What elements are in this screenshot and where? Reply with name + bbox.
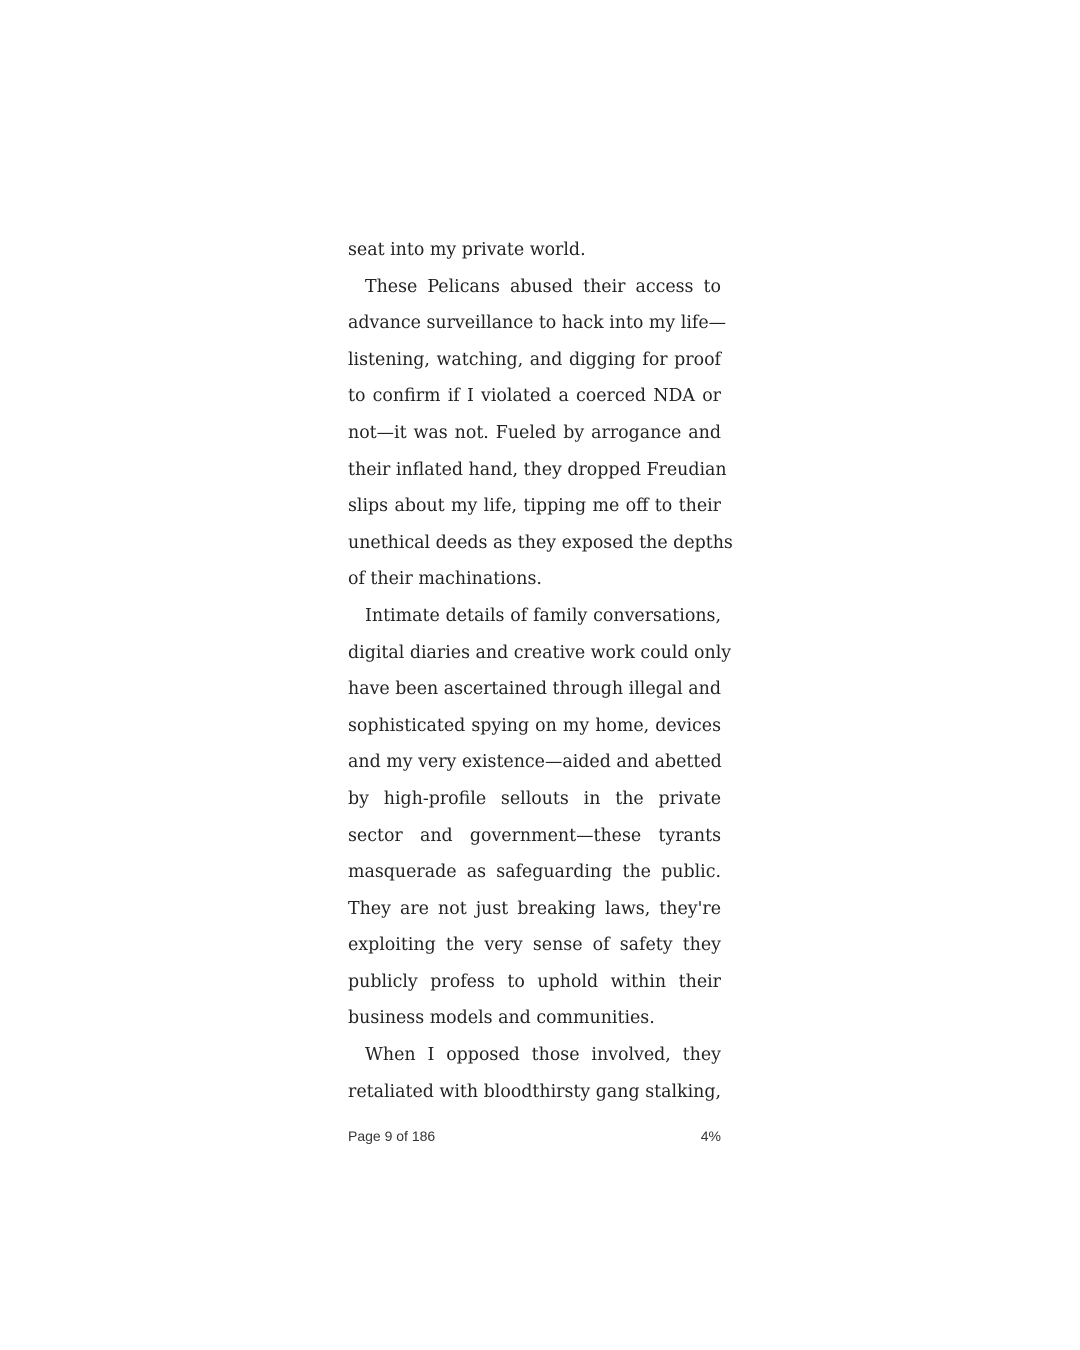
text-line: sophisticated spying on my home, devices [348,715,721,736]
text-line: exploiting the very sense of safety they [348,935,721,956]
book-text-column [348,232,733,1110]
text-line: Intimate details of family conversations, [365,605,721,626]
text-line: to confirm if I violated a coerced NDA or [348,386,721,407]
text-line: When I opposed those involved, they [365,1045,721,1066]
paragraph [348,232,721,269]
text-line: advance surveillance to hack into my life— [348,313,727,334]
reader-footer [348,1128,721,1152]
text-line: of their machinations. [348,569,542,590]
text-line: masquerade as safeguarding the public. [348,862,721,883]
text-line: and my very existence—aided and abetted [348,752,722,773]
text-line: digital diaries and creative work could only [348,642,732,663]
text-line: sector and government—these tyrants [348,825,721,846]
text-line: publicly profess to uphold within their [348,971,721,992]
text-line: have been ascertained through illegal and [348,679,721,700]
text-line: retaliated with bloodthirsty gang stalking, [348,1081,721,1102]
text-line: not—it was not. Fueled by arrogance and [348,422,721,443]
text-line: slips about my life, tipping me off to their [348,496,721,517]
text-line: their inflated hand, they dropped Freudian [348,459,727,480]
text-line: business models and communities. [348,1008,655,1029]
text-line: seat into my private world. [348,240,586,260]
page-indicator[interactable]: Page 9 of 186 [348,1128,436,1144]
text-line: These Pelicans abused their access to [365,276,721,297]
paragraph [348,598,732,1037]
text-line: They are not just breaking laws, they're [348,898,721,919]
text-line: by high-profile sellouts in the private [348,788,721,809]
text-line: listening, watching, and digging for proof [348,349,721,370]
text-line: unethical deeds as they exposed the depths [348,532,733,553]
reading-progress-percent: 4% [700,1128,721,1144]
paragraph [348,269,733,598]
paragraph [348,1037,721,1110]
